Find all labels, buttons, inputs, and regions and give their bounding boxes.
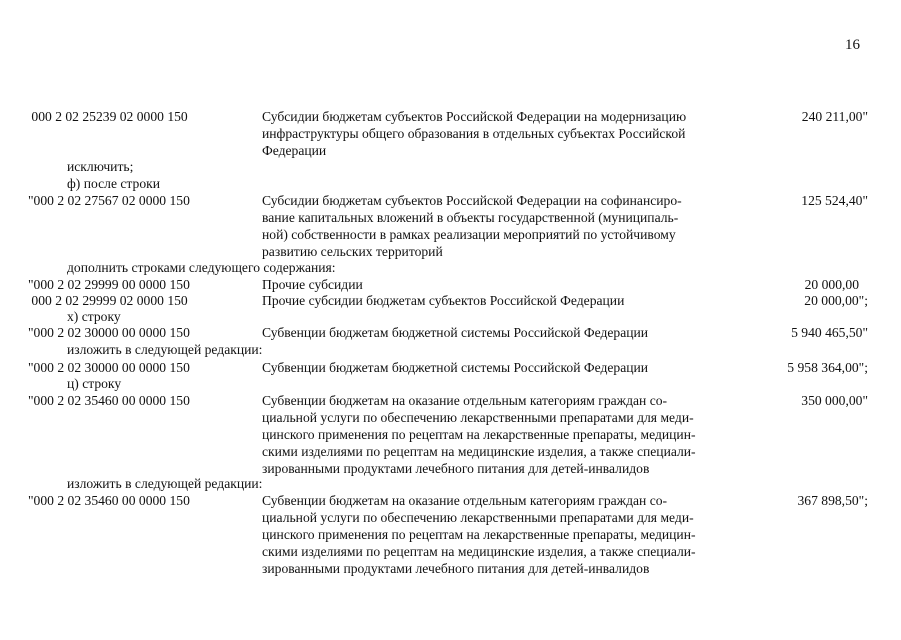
budget-code: "000 2 02 30000 00 0000 150 xyxy=(28,325,190,340)
description-line: Субвенции бюджетам на оказание отдельным категориям граждан со- xyxy=(262,393,668,408)
budget-description xyxy=(262,492,744,577)
description-line: вание капитальных вложений в объекты государственной (муниципаль- xyxy=(262,210,679,225)
description-line: цинского применения по рецептам на лекарственные препараты, медицин- xyxy=(262,427,696,442)
description-line: Субсидии бюджетам субъектов Российской Федерации на софинансиро- xyxy=(262,193,682,208)
description-line: цинского применения по рецептам на лекарственные препараты, медицин- xyxy=(262,527,696,542)
description-line: Субсидии бюджетам субъектов Российской Федерации на модернизацию xyxy=(262,109,687,124)
instruction-f-after: ф) после строки xyxy=(67,176,161,191)
budget-amount: 240 211,00" xyxy=(801,109,868,124)
description-line: развитию сельских территорий xyxy=(262,244,443,259)
budget-amount: 367 898,50"; xyxy=(797,493,868,508)
budget-description xyxy=(262,392,744,477)
budget-amount: 5 940 465,50" xyxy=(791,325,868,340)
budget-description: Прочие субсидии xyxy=(262,277,363,292)
description-line: циальной услуги по обеспечению лекарственными препаратами для меди- xyxy=(262,510,694,525)
description-line: зированными продуктами лечебного питания для детей-инвалидов xyxy=(262,561,650,576)
budget-description xyxy=(262,192,744,260)
description-line: ной) собственности в рамках реализации мероприятий по устойчивому xyxy=(262,227,676,242)
budget-amount: 350 000,00" xyxy=(801,393,868,408)
budget-amount: 20 000,00 xyxy=(804,277,859,292)
instruction-exclude: исключить; xyxy=(67,159,134,174)
budget-description: Прочие субсидии бюджетам субъектов Российской Федерации xyxy=(262,293,625,308)
budget-code: "000 2 02 35460 00 0000 150 xyxy=(28,393,190,408)
budget-description: Субвенции бюджетам бюджетной системы Российской Федерации xyxy=(262,325,649,340)
budget-code: 000 2 02 29999 02 0000 150 xyxy=(28,293,188,308)
description-line: скими изделиями по рецептам на медицинские изделия, а также специали- xyxy=(262,444,696,459)
budget-code: 000 2 02 25239 02 0000 150 xyxy=(28,109,188,124)
budget-code: "000 2 02 35460 00 0000 150 xyxy=(28,493,190,508)
description-line: циальной услуги по обеспечению лекарственными препаратами для меди- xyxy=(262,410,694,425)
budget-amount: 125 524,40" xyxy=(801,193,868,208)
budget-code: "000 2 02 30000 00 0000 150 xyxy=(28,360,190,375)
instruction-kh-row: х) строку xyxy=(67,309,121,324)
instruction-restate: изложить в следующей редакции: xyxy=(67,342,263,357)
budget-amount: 5 958 364,00"; xyxy=(787,360,868,375)
instruction-ts-row: ц) строку xyxy=(67,376,122,391)
instruction-restate: изложить в следующей редакции: xyxy=(67,476,263,491)
budget-code: "000 2 02 27567 02 0000 150 xyxy=(28,193,190,208)
description-line: зированными продуктами лечебного питания для детей-инвалидов xyxy=(262,461,650,476)
budget-amount: 20 000,00"; xyxy=(804,293,868,308)
description-line: Федерации xyxy=(262,143,327,158)
instruction-add-rows: дополнить строками следующего содержания: xyxy=(67,260,336,275)
page-number: 16 xyxy=(845,37,860,53)
description-line: Субвенции бюджетам на оказание отдельным категориям граждан со- xyxy=(262,493,668,508)
budget-description: Субвенции бюджетам бюджетной системы Российской Федерации xyxy=(262,360,649,375)
budget-description xyxy=(262,108,744,159)
description-line: скими изделиями по рецептам на медицинские изделия, а также специали- xyxy=(262,544,696,559)
budget-code: "000 2 02 29999 00 0000 150 xyxy=(28,277,190,292)
description-line: инфраструктуры общего образования в отдельных субъектах Российской xyxy=(262,126,686,141)
